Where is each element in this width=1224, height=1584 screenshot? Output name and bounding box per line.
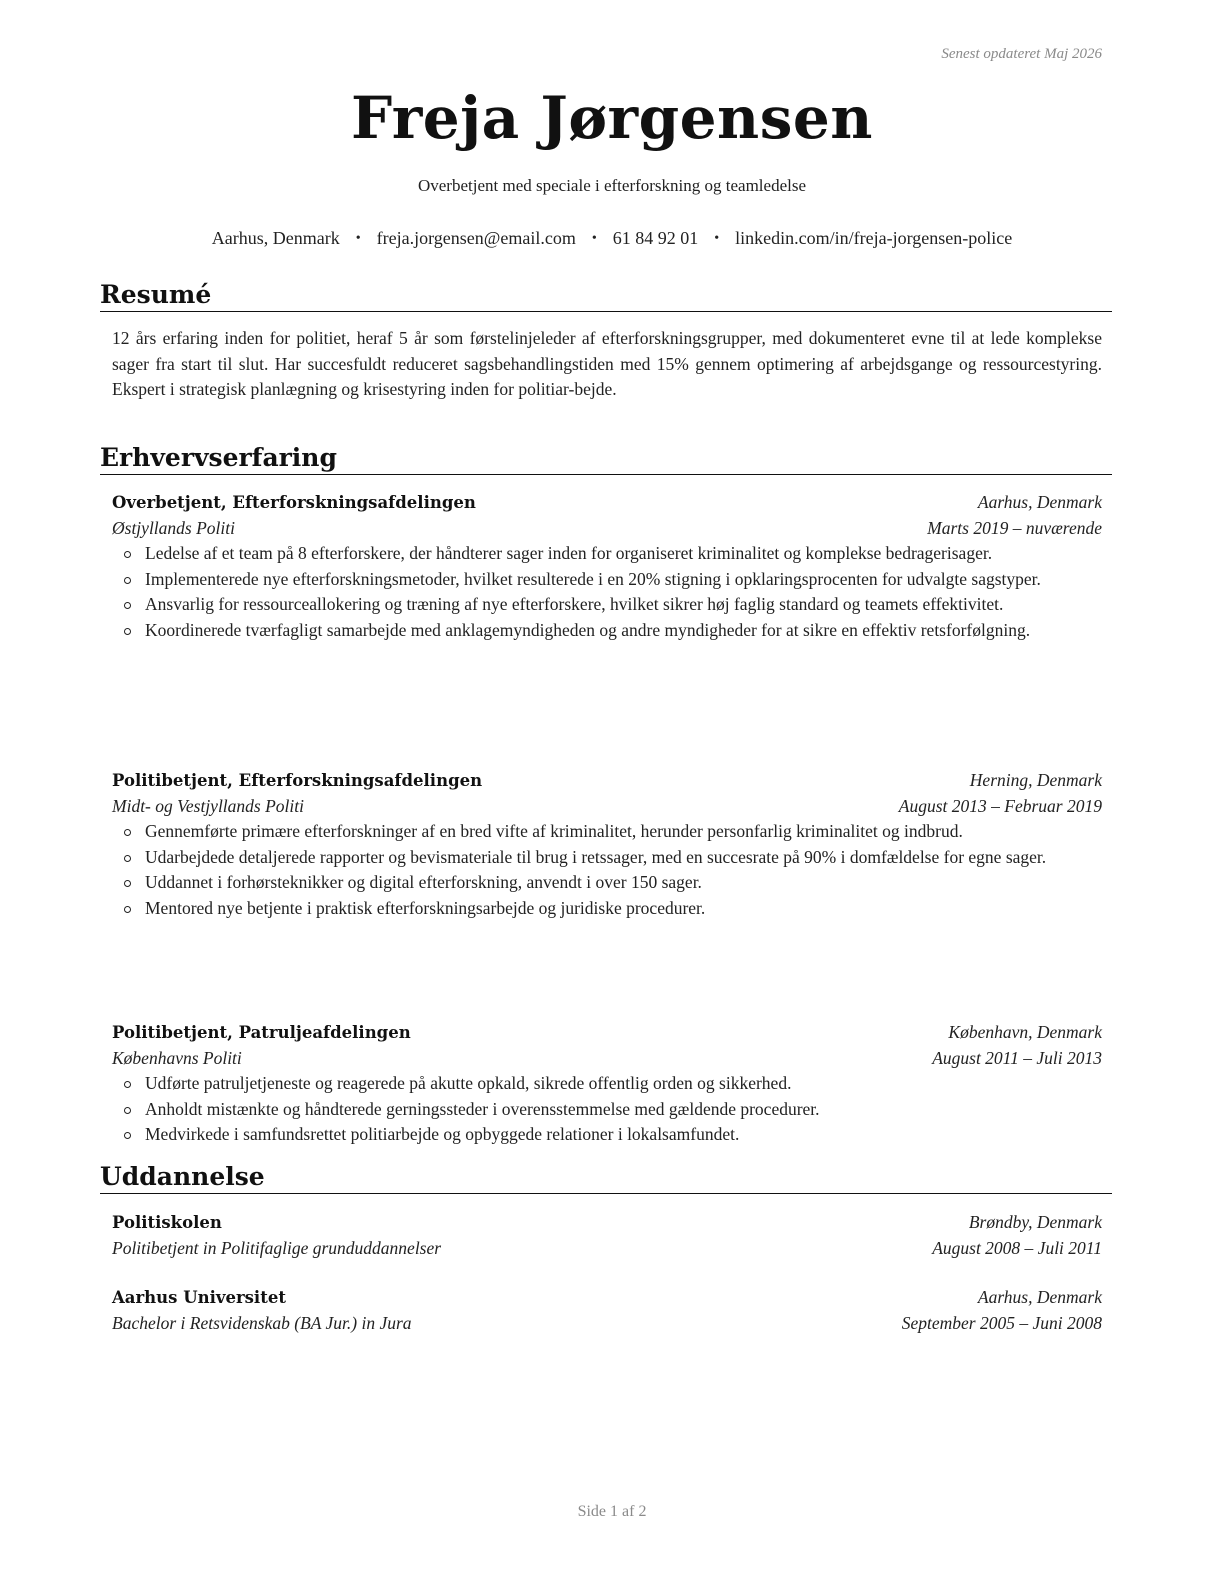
list-item [112, 896, 1102, 922]
job-dates: August 2013 – Februar 2019 [898, 795, 1102, 816]
contact-linkedin[interactable]: linkedin.com/in/freja-jorgensen-police [735, 228, 1013, 248]
section-heading-education: Uddannelse [100, 1162, 1112, 1194]
circle-bullet-icon [124, 880, 131, 887]
circle-bullet-icon [124, 551, 131, 558]
job-title: Politibetjent, Efterforskningsafdelingen [112, 771, 483, 790]
degree: Bachelor i Retsvidenskab (BA Jur.) in Jura [112, 1312, 412, 1333]
bullet-text: Gennemførte primære efterforskninger af en bred vifte af kriminalitet, herunder personfarlig kriminalitet og indbrud. [145, 821, 963, 841]
list-item [112, 567, 1102, 593]
job-location: Herning, Denmark [969, 770, 1102, 790]
job-bullets [112, 819, 1102, 921]
experience-entry [112, 1020, 1102, 1148]
section-heading-experience: Erhvervserfaring [100, 443, 1112, 475]
contact-phone: 61 84 92 01 [612, 228, 699, 248]
experience-entry [112, 768, 1102, 921]
list-item [112, 1122, 1102, 1148]
section-heading-summary: Resumé [100, 280, 1112, 312]
circle-bullet-icon [124, 1081, 131, 1088]
tagline: Overbetjent med speciale i efterforskning og teamledelse [417, 176, 806, 195]
last-updated: Senest opdateret Maj 2026 [941, 46, 1102, 62]
candidate-name: Freja Jørgensen [351, 84, 873, 152]
page-number: Side 1 af 2 [577, 1503, 647, 1520]
job-dates: Marts 2019 – nuværende [927, 517, 1102, 538]
school-location: Brøndby, Denmark [968, 1212, 1102, 1232]
job-dates: August 2011 – Juli 2013 [932, 1047, 1102, 1068]
job-location: Aarhus, Denmark [977, 492, 1102, 512]
list-item [112, 541, 1102, 567]
bullet-text: Udarbejdede detaljerede rapporter og bevismateriale til brug i retssager, med en succesrate på 90% i domfældelse for egne sager. [145, 846, 1047, 867]
contact-email[interactable]: freja.jorgensen@email.com [376, 228, 576, 248]
job-location: København, Denmark [948, 1022, 1102, 1042]
bullet-text: Ledelse af et team på 8 efterforskere, der håndterer sager inden for organiseret kriminalitet og komplekse bedragerisager. [145, 543, 993, 563]
job-title: Politibetjent, Patruljeafdelingen [112, 1023, 411, 1042]
job-organization: Københavns Politi [112, 1047, 242, 1068]
bullet-text: Mentored nye betjente i praktisk efterforskningsarbejde og juridiske procedurer. [145, 897, 706, 918]
job-bullets [112, 541, 1102, 643]
job-organization: Østjyllands Politi [112, 517, 235, 538]
circle-bullet-icon [124, 602, 131, 609]
job-organization: Midt- og Vestjyllands Politi [112, 795, 304, 816]
bullet-text: Udførte patruljetjeneste og reagerede på akutte opkald, sikrede offentlig orden og sikkerhed. [145, 1073, 792, 1093]
school-location: Aarhus, Denmark [977, 1287, 1102, 1307]
circle-bullet-icon [124, 1107, 131, 1114]
circle-bullet-icon [124, 1132, 131, 1139]
education-entry [112, 1285, 1102, 1336]
list-item [112, 1097, 1102, 1123]
separator-bullet: • [714, 230, 720, 246]
circle-bullet-icon [124, 855, 131, 862]
job-title: Overbetjent, Efterforskningsafdelingen [112, 493, 476, 512]
list-item [112, 618, 1102, 644]
bullet-text: Ansvarlig for ressourceallokering og træning af nye efterforskere, hvilket sikrer høj faglig standard og teamets effektivitet. [145, 594, 1004, 614]
education-entry [112, 1210, 1102, 1261]
bullet-text: Medvirkede i samfundsrettet politiarbejde og opbyggede relationer i lokalsamfundet. [145, 1124, 740, 1144]
circle-bullet-icon [124, 829, 131, 836]
education-dates: September 2005 – Juni 2008 [901, 1312, 1102, 1333]
contact-location: Aarhus, Denmark [211, 228, 340, 248]
list-item [112, 1071, 1102, 1097]
contact-line [0, 228, 1224, 249]
circle-bullet-icon [124, 577, 131, 584]
list-item [112, 592, 1102, 618]
circle-bullet-icon [124, 906, 131, 913]
degree: Politibetjent in Politifaglige grunduddannelser [112, 1237, 442, 1258]
bullet-text: Koordinerede tværfagligt samarbejde med anklagemyndigheden og andre myndigheder for at sikre en effektiv retsforfølgning. [145, 619, 1031, 640]
bullet-text: Uddannet i forhørsteknikker og digital efterforskning, anvendt i over 150 sager. [145, 872, 702, 892]
list-item [112, 870, 1102, 896]
school-name: Politiskolen [112, 1213, 222, 1232]
school-name: Aarhus Universitet [112, 1288, 286, 1307]
bullet-text: Anholdt mistænkte og håndterede gerningssteder i overensstemmelse med gældende procedurer. [145, 1098, 820, 1119]
education-dates: August 2008 – Juli 2011 [932, 1237, 1102, 1258]
list-item [112, 845, 1102, 871]
separator-bullet: • [591, 230, 597, 246]
circle-bullet-icon [124, 628, 131, 635]
bullet-text: Implementerede nye efterforskningsmetoder, hvilket resulterede i en 20% stigning i opklaringsprocenten for udvalgte sagstyper. [145, 568, 1041, 589]
list-item [112, 819, 1102, 845]
separator-bullet: • [355, 230, 361, 246]
job-bullets [112, 1071, 1102, 1148]
experience-entry [112, 490, 1102, 643]
summary-text: 12 års erfaring inden for politiet, heraf 5 år som førstelinjeleder af efterforskningsgrupper, med dokumenteret evne til at lede komplekse sager fra start til slut. Har succesfuldt reduceret sagsbehandlingstiden med 15% gennem optimering af arbejdsgange og ressourcestyring. Ekspert i strategisk planlægning og krisestyring inden for politiar-bejde. [112, 328, 1102, 399]
